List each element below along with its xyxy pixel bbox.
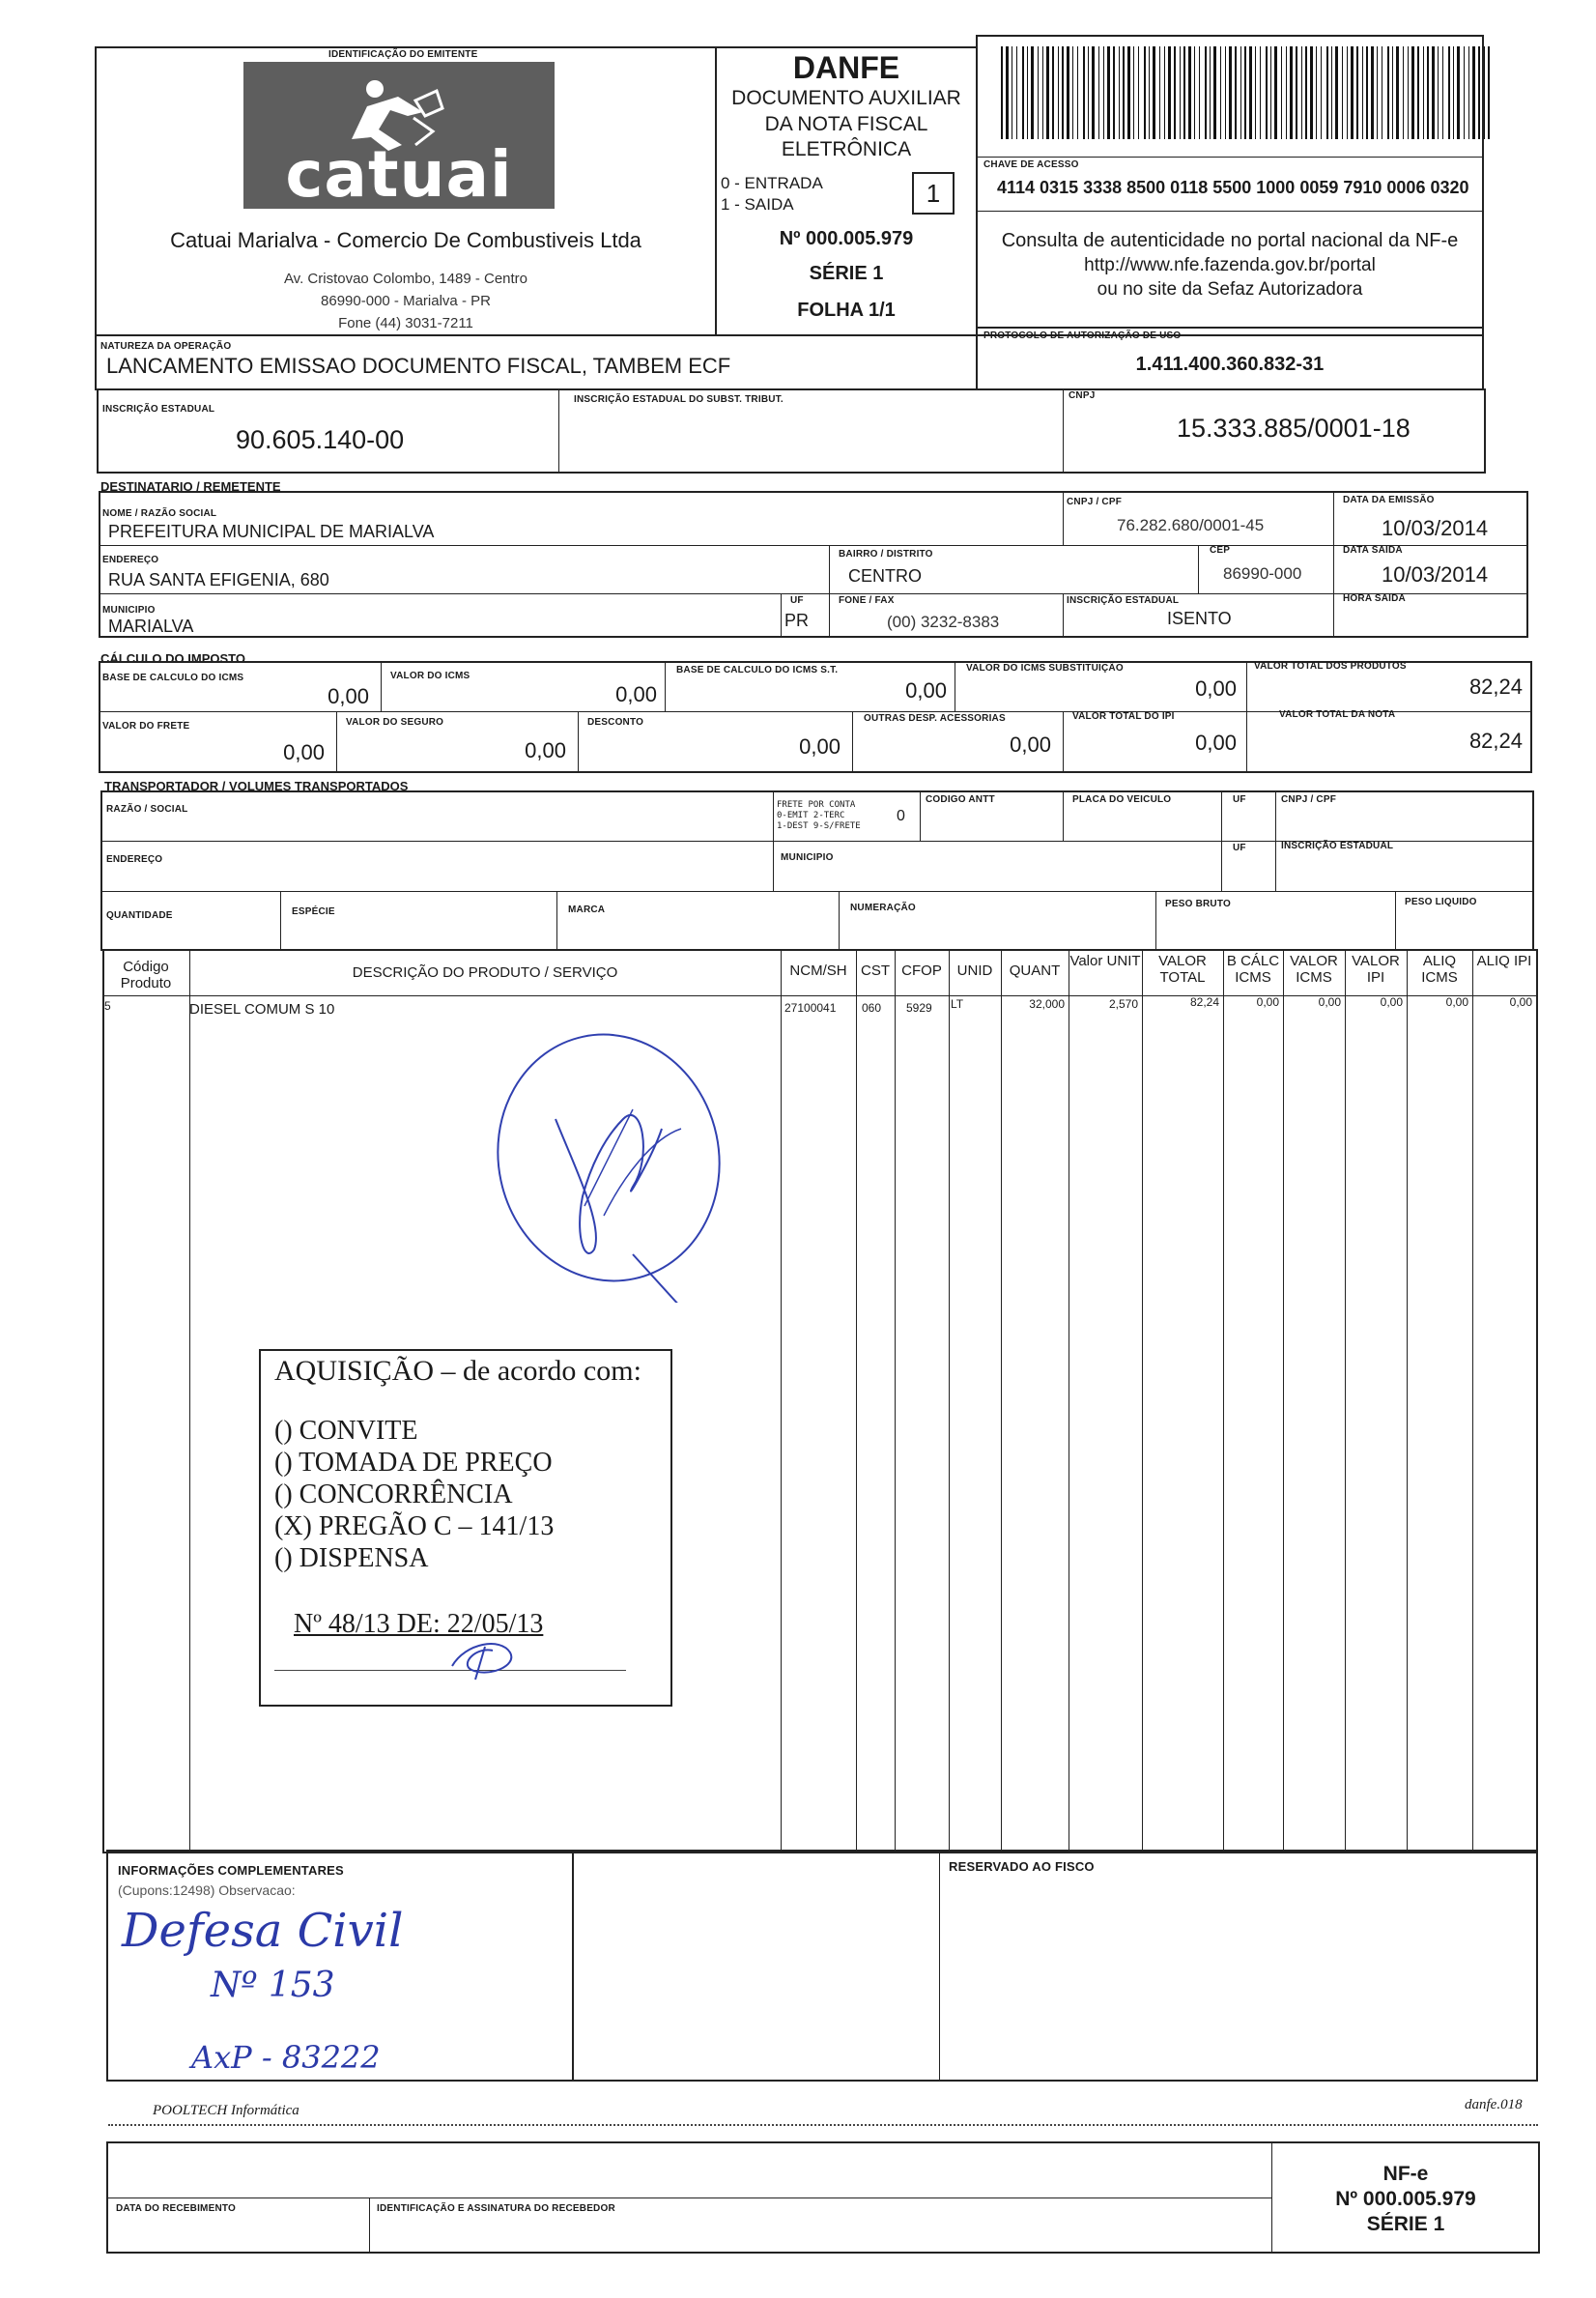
especie-label: ESPÉCIE [292, 906, 335, 917]
marca-label: MARCA [568, 905, 606, 915]
transp-municipio-label: MUNICIPIO [781, 852, 834, 863]
barcode-bar [1038, 46, 1039, 139]
frete-line3: 1-DEST 9-S/FRETE [777, 821, 861, 831]
barcode-bar [1453, 46, 1454, 139]
canhoto-nfe: NF-e [1382, 2163, 1429, 2185]
frete-line2: 0-EMIT 2-TERC [777, 811, 845, 820]
natureza-value: LANCAMENTO EMISSAO DOCUMENTO FISCAL, TAMBEM ECF [106, 354, 731, 378]
frete-line1: FRETE POR CONTA [777, 800, 856, 810]
barcode-bar [1423, 46, 1424, 139]
transp-uf2-label: UF [1233, 843, 1246, 853]
ie-subst-label: INSCRIÇÃO ESTADUAL DO SUBST. TRIBUT. [574, 394, 784, 405]
danfe-subtitle1: DOCUMENTO AUXILIAR [731, 87, 961, 109]
transp-endereco-label: ENDEREÇO [106, 854, 163, 865]
barcode-bar [1427, 46, 1429, 139]
barcode-bar [1403, 46, 1404, 139]
barcode-bar [1274, 46, 1277, 139]
footer-left: POOLTECH Informática [153, 2103, 299, 2118]
cell-aliqicms: 0,00 [1445, 995, 1468, 1009]
destinatario-box [99, 491, 1528, 638]
canhoto-numero: Nº 000.005.979 [1335, 2188, 1476, 2210]
th-bcicms: B CÁLC ICMS [1226, 953, 1280, 986]
barcode-bar [1077, 46, 1078, 139]
cell-vtotal: 82,24 [1189, 995, 1219, 1009]
v-prod-label: VALOR TOTAL DOS PRODUTOS [1254, 661, 1407, 672]
column-divider [949, 949, 950, 1853]
cell-descricao: DIESEL COMUM S 10 [189, 1001, 335, 1018]
dest-fone: (00) 3232-8383 [887, 613, 1000, 631]
barcode-bar [1411, 46, 1414, 139]
ipi: 0,00 [1195, 731, 1237, 755]
bc-icms: 0,00 [328, 684, 369, 708]
dest-emissao-label: DATA DA EMISSÃO [1343, 495, 1435, 505]
barcode-bar [1210, 46, 1211, 139]
handwriting-numero: Nº 153 [211, 1966, 335, 2005]
danfe-title: DANFE [792, 50, 900, 85]
bc-st-label: BASE DE CALCULO DO ICMS S.T. [676, 665, 839, 675]
barcode-bar [1331, 46, 1332, 139]
stamp-convite: () CONVITE [274, 1416, 418, 1446]
barcode-bar [1296, 46, 1297, 139]
barcode-bar [1001, 46, 1003, 139]
transp-cnpj-label: CNPJ / CPF [1281, 794, 1337, 805]
column-divider [1472, 949, 1473, 1853]
barcode-bar [1356, 46, 1358, 139]
barcode-bar [1107, 46, 1110, 139]
column-divider [189, 949, 190, 1853]
v-icms: 0,00 [615, 682, 657, 706]
barcode-bar [1149, 46, 1150, 139]
logo-text: catuai [285, 137, 513, 209]
barcode-icon [1001, 46, 1497, 139]
th-cfop: CFOP [901, 962, 942, 979]
barcode-bar [1180, 46, 1181, 139]
dest-saida-label: DATA SAIDA [1343, 545, 1403, 556]
stamp-initials [446, 1637, 524, 1681]
barcode-bar [1281, 46, 1282, 139]
barcode-bar [1347, 46, 1348, 139]
barcode-bar [1138, 46, 1139, 139]
dest-hora-label: HORA SAIDA [1343, 593, 1406, 604]
cell-bcicms: 0,00 [1256, 995, 1279, 1009]
outras-label: OUTRAS DESP. ACESSORIAS [864, 713, 1006, 724]
canhoto-serie: SÉRIE 1 [1366, 2213, 1445, 2235]
th-unid: UNID [956, 962, 993, 979]
bc-icms-label: BASE DE CALCULO DO ICMS [102, 673, 244, 683]
barcode-bar [1144, 46, 1146, 139]
v-st: 0,00 [1195, 676, 1237, 701]
nota-label: VALOR TOTAL DA NOTA [1279, 709, 1396, 720]
inscricao-value: 90.605.140-00 [236, 425, 405, 454]
barcode-bar [1205, 46, 1207, 139]
barcode-bar [1366, 46, 1368, 139]
dest-ie-label: INSCRIÇÃO ESTADUAL [1067, 595, 1180, 606]
barcode-bar [1371, 46, 1374, 139]
dest-fone-label: FONE / FAX [839, 595, 895, 606]
th-descricao: DESCRIÇÃO DO PRODUTO / SERVIÇO [352, 964, 618, 981]
barcode-bar [1022, 46, 1024, 139]
column-divider [1223, 949, 1224, 1853]
emitente-address2: 86990-000 - Marialva - PR [321, 293, 491, 309]
barcode-bar [1321, 46, 1322, 139]
barcode-bar [1006, 46, 1009, 139]
th-vunit: Valor UNIT [1069, 953, 1141, 969]
transp-uf-label: UF [1233, 794, 1246, 805]
frete-value: 0 [897, 808, 905, 824]
barcode-bar [1183, 46, 1185, 139]
barcode-bar [1062, 46, 1064, 139]
consulta-line1: Consulta de autenticidade no portal nacional da NF-e [1001, 230, 1459, 251]
barcode-bar [1442, 46, 1443, 139]
barcode-bar [1194, 46, 1195, 139]
dest-nome: PREFEITURA MUNICIPAL DE MARIALVA [108, 522, 435, 541]
dest-uf-label: UF [790, 595, 804, 606]
stamp-dispensa: () DISPENSA [274, 1543, 429, 1573]
barcode-bar [1290, 46, 1293, 139]
emitente-section-label: IDENTIFICAÇÃO DO EMITENTE [328, 49, 478, 60]
tipo-box: 1 [912, 172, 955, 215]
stamp-pregao: (X) PREGÃO C – 141/13 [274, 1511, 555, 1541]
barcode-bar [1067, 46, 1069, 139]
imposto-section: CÁLCULO DO IMPOSTO [100, 651, 245, 666]
cell-ncm: 27100041 [784, 1001, 837, 1015]
th-vtotal: VALOR TOTAL [1158, 953, 1207, 986]
stamp-numero: Nº 48/13 DE: 22/05/13 [294, 1609, 544, 1639]
barcode-bar [1464, 46, 1465, 139]
emitente-address1: Av. Cristovao Colombo, 1489 - Centro [283, 271, 528, 287]
transp-razao-label: RAZÃO / SOCIAL [106, 804, 188, 815]
protocolo-value: 1.411.400.360.832-31 [1135, 354, 1325, 375]
cell-vunit: 2,570 [1108, 997, 1138, 1011]
fisco-box [572, 1850, 1538, 2082]
barcode-bar [1168, 46, 1171, 139]
barcode-bar [1377, 46, 1378, 139]
barcode-bar [1488, 46, 1490, 139]
dest-municipio: MARIALVA [108, 617, 194, 636]
peso-liq-label: PESO LIQUIDO [1405, 897, 1477, 907]
stamp-title: AQUISIÇÃO – de acordo com: [274, 1355, 641, 1387]
dest-endereco-label: ENDEREÇO [102, 555, 159, 565]
column-divider [1001, 949, 1002, 1853]
handwriting-defesa: Defesa Civil [122, 1904, 404, 1958]
barcode-bar [1478, 46, 1480, 139]
peso-bruto-label: PESO BRUTO [1165, 899, 1231, 909]
column-divider [1345, 949, 1346, 1853]
footer-right: danfe.018 [1465, 2097, 1523, 2112]
column-divider [1407, 949, 1408, 1853]
barcode-bar [1316, 46, 1317, 139]
saida-label: 1 - SAIDA [721, 195, 794, 214]
barcode-bar [1229, 46, 1232, 139]
cnpj-emit-label: CNPJ [1069, 390, 1096, 401]
barcode-bar [1174, 46, 1176, 139]
dest-uf: PR [784, 611, 810, 630]
barcode-bar [1188, 46, 1191, 139]
barcode-bar [1305, 46, 1307, 139]
barcode-bar [1240, 46, 1241, 139]
v-st-label: VALOR DO ICMS SUBSTITUIÇÃO [966, 663, 1124, 674]
cell-quant: 32,000 [1029, 997, 1065, 1011]
barcode-bar [1042, 46, 1043, 139]
canhoto-ident-label: IDENTIFICAÇÃO E ASSINATURA DO RECEBEDOR [377, 2203, 615, 2214]
barcode-bar [1031, 46, 1034, 139]
barcode-bar [1046, 46, 1049, 139]
barcode-bar [1113, 46, 1115, 139]
barcode-bar [1103, 46, 1104, 139]
barcode-bar [1213, 46, 1216, 139]
th-codigo: Código Produto [120, 959, 172, 991]
fisco-label: RESERVADO AO FISCO [949, 1859, 1095, 1874]
th-cst: CST [861, 962, 890, 979]
barcode [1001, 46, 1497, 139]
danfe-subtitle3: ELETRÔNICA [781, 138, 912, 160]
barcode-bar [1438, 46, 1439, 139]
dest-cep: 86990-000 [1223, 564, 1302, 583]
barcode-bar [1098, 46, 1099, 139]
ipi-label: VALOR TOTAL DO IPI [1072, 711, 1175, 722]
barcode-bar [1286, 46, 1287, 139]
barcode-bar [1123, 46, 1125, 139]
barcode-bar [1392, 46, 1393, 139]
barcode-bar [1052, 46, 1054, 139]
seguro: 0,00 [525, 738, 566, 762]
placa-label: PLACA DO VEICULO [1072, 794, 1172, 805]
barcode-bar [1326, 46, 1328, 139]
barcode-bar [1088, 46, 1089, 139]
dest-nome-label: NOME / RAZÃO SOCIAL [102, 508, 217, 519]
nota: 82,24 [1468, 729, 1523, 753]
cell-cst: 060 [862, 1001, 882, 1015]
barcode-bar [1244, 46, 1246, 139]
dest-bairro-label: BAIRRO / DISTRITO [839, 549, 933, 560]
chave-label: CHAVE DE ACESSO [983, 159, 1079, 170]
stamp-tomada: () TOMADA DE PREÇO [274, 1448, 553, 1478]
barcode-bar [1016, 46, 1017, 139]
column-divider [856, 949, 857, 1853]
dest-saida: 10/03/2014 [1382, 562, 1489, 587]
frete-por-conta [777, 800, 861, 832]
desconto: 0,00 [799, 734, 841, 759]
chave-value: 4114 0315 3338 8500 0118 5500 1000 0059 7910 0006 0320 [997, 178, 1469, 197]
consulta-line2: http://www.nfe.fazenda.gov.br/portal [1084, 255, 1376, 275]
barcode-bar [1225, 46, 1226, 139]
barcode-bar [1484, 46, 1485, 139]
barcode-bar [1387, 46, 1389, 139]
barcode-bar [1417, 46, 1419, 139]
cell-cfop: 5929 [906, 1001, 932, 1015]
barcode-bar [1159, 46, 1160, 139]
th-vipi: VALOR IPI [1352, 953, 1400, 986]
column-divider [1142, 949, 1143, 1853]
barcode-bar [1260, 46, 1261, 139]
cell-unid: LT [951, 997, 964, 1011]
column-divider [781, 949, 782, 1853]
barcode-bar [1301, 46, 1302, 139]
dest-municipio-label: MUNICIPIO [102, 605, 156, 616]
transp-ie-label: INSCRIÇÃO ESTADUAL [1281, 841, 1394, 851]
danfe-numero: Nº 000.005.979 [779, 228, 914, 249]
th-aliqicms: ALIQ ICMS [1421, 953, 1458, 986]
column-divider [895, 949, 896, 1853]
danfe-subtitle2: DA NOTA FISCAL [764, 113, 928, 135]
destinatario-section: DESTINATARIO / REMETENTE [100, 479, 281, 494]
barcode-bar [1133, 46, 1134, 139]
barcode-bar [1448, 46, 1450, 139]
stamp-concorrencia: () CONCORRÊNCIA [274, 1479, 513, 1509]
barcode-bar [1235, 46, 1237, 139]
barcode-bar [1092, 46, 1095, 139]
frete: 0,00 [283, 740, 325, 764]
barcode-bar [1153, 46, 1155, 139]
cell-vicms: 0,00 [1318, 995, 1341, 1009]
entrada-label: 0 - ENTRADA [721, 174, 823, 192]
signature-stamp [488, 1022, 739, 1303]
barcode-bar [1335, 46, 1338, 139]
natureza-label: NATUREZA DA OPERAÇÃO [100, 341, 232, 352]
protocolo-label: PROTOCOLO DE AUTORIZAÇÃO DE USO [983, 330, 1182, 341]
company-logo [243, 62, 555, 209]
barcode-bar [1362, 46, 1363, 139]
info-label: INFORMAÇÕES COMPLEMENTARES [118, 1863, 344, 1878]
emitente-name: Catuai Marialva - Comercio De Combustiveis Ltda [170, 228, 641, 252]
barcode-bar [1396, 46, 1399, 139]
dest-bairro: CENTRO [848, 566, 922, 586]
barcode-bar [1266, 46, 1268, 139]
dest-endereco: RUA SANTA EFIGENIA, 680 [108, 570, 329, 589]
frete-label: VALOR DO FRETE [102, 721, 190, 732]
barcode-bar [1249, 46, 1252, 139]
inscricao-label: INSCRIÇÃO ESTADUAL [102, 404, 215, 415]
dest-emissao: 10/03/2014 [1382, 516, 1489, 540]
th-vicms: VALOR ICMS [1290, 953, 1338, 986]
barcode-bar [1199, 46, 1200, 139]
danfe-serie: SÉRIE 1 [809, 263, 884, 284]
danfe-folha: FOLHA 1/1 [797, 300, 896, 321]
v-prod: 82,24 [1468, 675, 1523, 699]
barcode-bar [1164, 46, 1165, 139]
dest-cnpj-label: CNPJ / CPF [1067, 497, 1123, 507]
antt-label: CODIGO ANTT [926, 794, 995, 805]
cnpj-emit-value: 15.333.885/0001-18 [1177, 414, 1411, 443]
cell-aliqipi: 0,00 [1509, 995, 1532, 1009]
dest-ie: ISENTO [1167, 609, 1232, 628]
handwriting-axp: AxP - 83222 [191, 2039, 381, 2076]
barcode-bar [1027, 46, 1028, 139]
outras: 0,00 [1010, 732, 1051, 757]
barcode-bar [1083, 46, 1085, 139]
barcode-bar [1270, 46, 1271, 139]
v-icms-label: VALOR DO ICMS [390, 671, 470, 681]
barcode-bar [1342, 46, 1343, 139]
canhoto-data-label: DATA DO RECEBIMENTO [116, 2203, 236, 2214]
barcode-bar [1119, 46, 1120, 139]
barcode-bar [1432, 46, 1435, 139]
barcode-bar [1127, 46, 1130, 139]
barcode-bar [1255, 46, 1256, 139]
barcode-bar [1220, 46, 1221, 139]
th-ncm: NCM/SH [789, 962, 847, 979]
barcode-bar [1457, 46, 1460, 139]
cell-codigo: 5 [104, 999, 111, 1013]
th-aliqipi: ALIQ IPI [1476, 953, 1532, 969]
column-divider [1283, 949, 1284, 1853]
consulta-line3: ou no site da Sefaz Autorizadora [1097, 279, 1363, 300]
th-quant: QUANT [1009, 962, 1061, 979]
transportador-section: TRANSPORTADOR / VOLUMES TRANSPORTADOS [104, 779, 409, 793]
dest-cep-label: CEP [1210, 545, 1231, 556]
barcode-bar [1351, 46, 1354, 139]
barcode-bar [1472, 46, 1475, 139]
barcode-bar [1072, 46, 1073, 139]
seguro-label: VALOR DO SEGURO [346, 717, 444, 728]
barcode-bar [1310, 46, 1313, 139]
barcode-bar [1468, 46, 1469, 139]
bc-st: 0,00 [905, 678, 947, 703]
dotted-cut-line [108, 2124, 1538, 2126]
dest-cnpj: 76.282.680/0001-45 [1117, 516, 1265, 534]
barcode-bar [1058, 46, 1059, 139]
desconto-label: DESCONTO [587, 717, 644, 728]
barcode-bar [1408, 46, 1409, 139]
numeracao-label: NUMERAÇÃO [850, 903, 916, 913]
info-text: (Cupons:12498) Observacao: [118, 1882, 296, 1898]
emitente-phone: Fone (44) 3031-7211 [338, 315, 473, 331]
cell-vipi: 0,00 [1380, 995, 1403, 1009]
qtd-label: QUANTIDADE [106, 910, 173, 921]
